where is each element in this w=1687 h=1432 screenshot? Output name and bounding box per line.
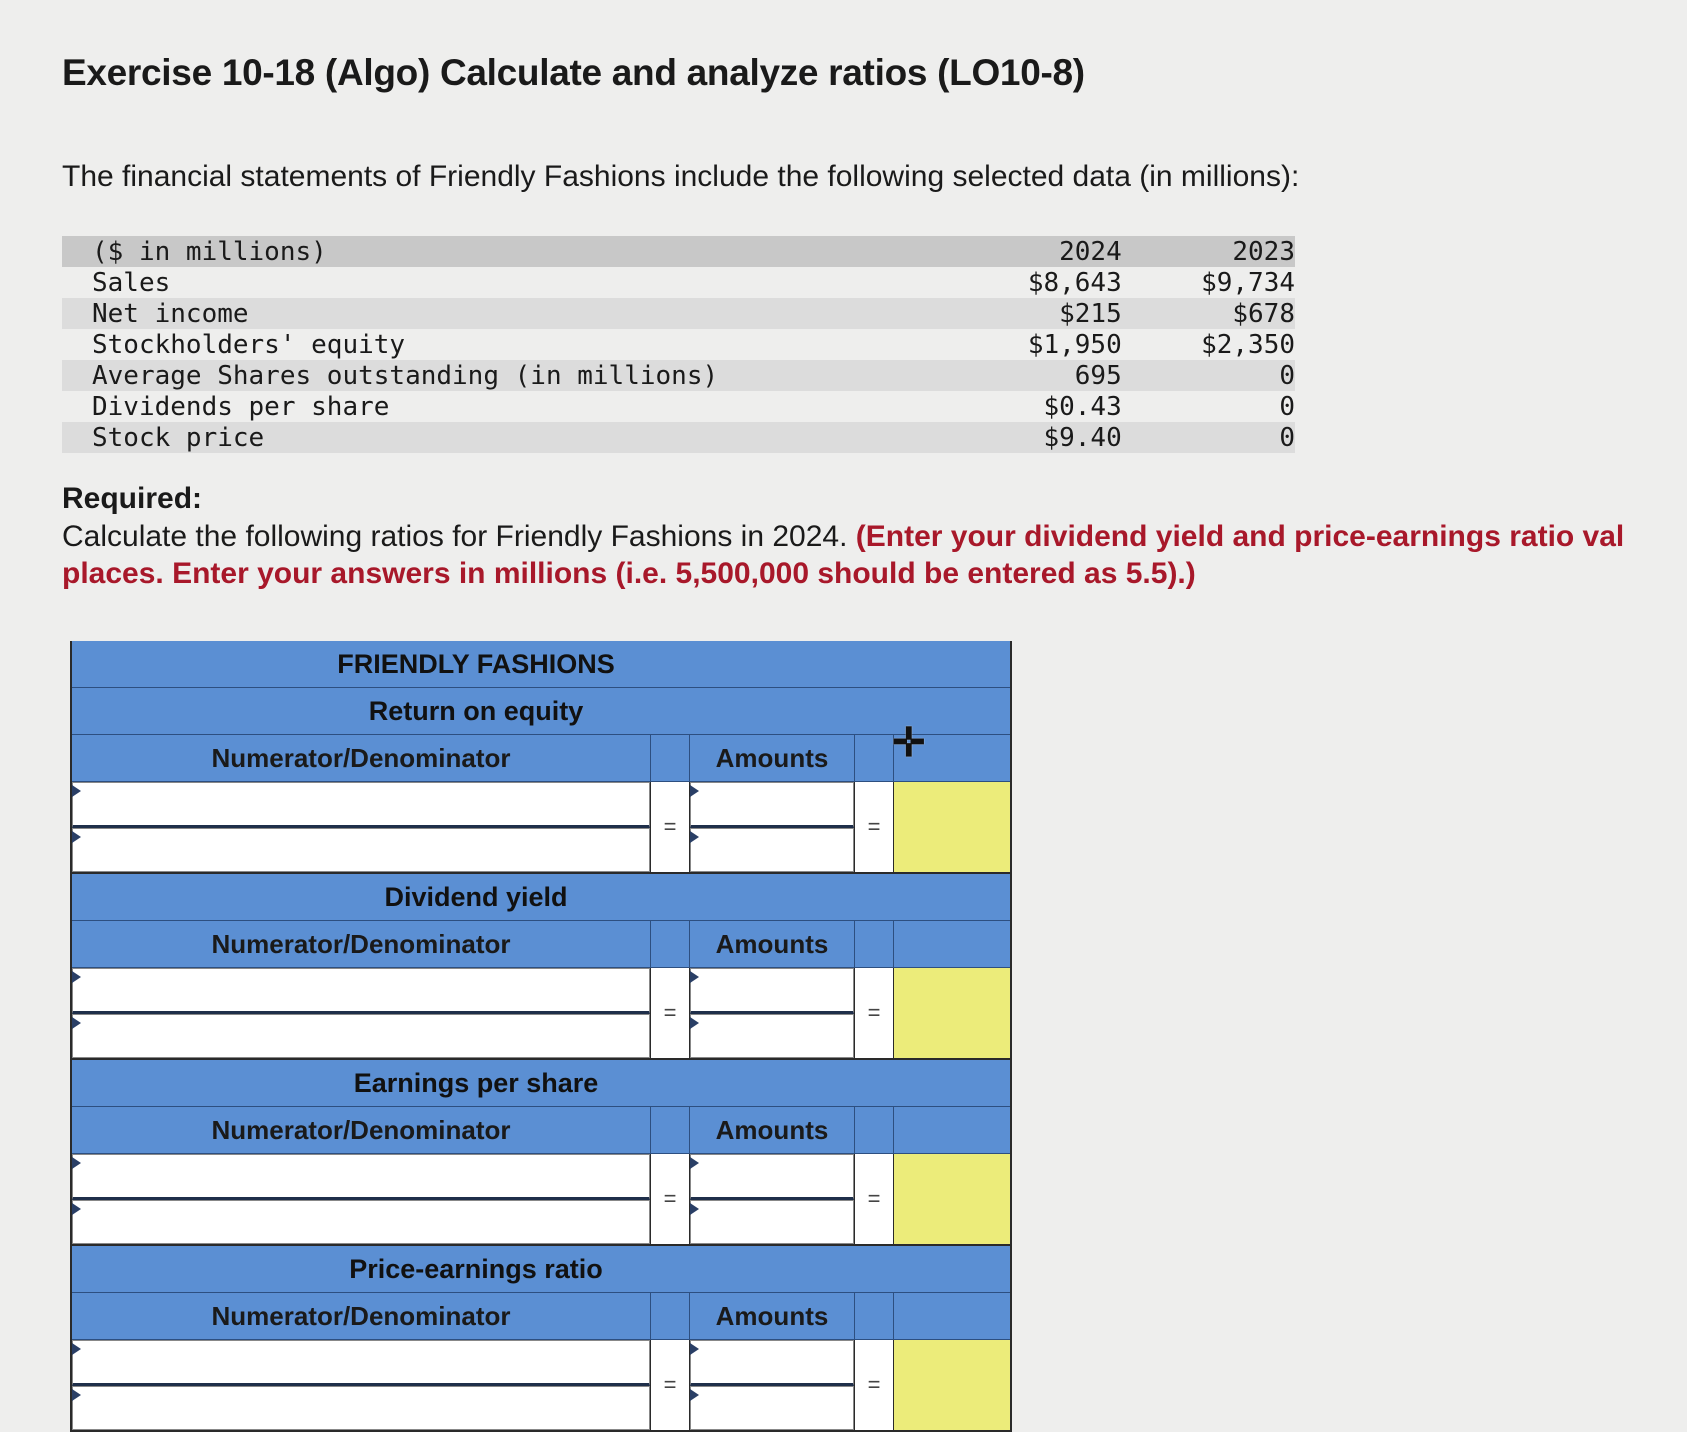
num-den-stack [72,968,651,1058]
numerator-amount-input[interactable] [690,968,854,1014]
col-amounts: Amounts [690,1107,855,1153]
denominator-amount-input[interactable] [690,1014,854,1058]
numerator-amount-input[interactable] [690,1154,854,1200]
row-value-2024: $1,950 [1027,329,1122,360]
input-row-earnings-per-share [72,1154,1010,1246]
col-amounts: Amounts [690,1293,855,1339]
col-spacer [651,735,690,781]
return-on-equity-result-input[interactable] [894,782,1010,872]
header-label: ($ in millions) [92,236,327,267]
price-earnings-ratio-result-input[interactable] [894,1340,1010,1430]
col-amounts: Amounts [690,735,855,781]
header-year-2024: 2024 [1059,236,1122,267]
row-label: Dividends per share [92,391,390,422]
col-result [894,1293,1010,1339]
section-title: Return on equity [368,695,584,726]
row-value-2023: $2,350 [1201,329,1295,360]
row-value-2023: $678 [1232,298,1295,329]
financial-data-table [62,236,1295,453]
col-spacer [855,921,894,967]
row-label: Net income [92,298,249,329]
instructions-emphasis-1: (Enter your dividend yield and price-earnings ratio val [855,520,1625,553]
earnings-per-share-result-input[interactable] [894,1154,1010,1244]
num-den-stack [72,1340,651,1430]
table-row [62,298,1295,329]
section-title-earnings-per-share [72,1060,1010,1107]
cursor-crosshair-icon: ✛ [892,721,926,765]
equals-sign: = [651,782,690,872]
section-title: Price-earnings ratio [349,1253,603,1284]
row-value-2024: $215 [1059,298,1122,329]
company-banner [72,641,1010,688]
col-num-den: Numerator/Denominator [72,1107,651,1153]
row-label: Average Shares outstanding (in millions) [92,360,719,391]
denominator-amount-input[interactable] [690,1386,854,1430]
col-spacer [855,735,894,781]
numerator-dropdown[interactable] [72,1154,650,1200]
numerator-dropdown[interactable] [72,782,650,828]
input-row-dividend-yield [72,968,1010,1060]
equals-sign: = [855,782,894,872]
row-value-2023: 0 [1279,391,1295,422]
section-title: Earnings per share [353,1067,599,1098]
numerator-amount-input[interactable] [690,1340,854,1386]
required-instructions [62,518,1687,592]
row-value-2024: $8,643 [1027,267,1122,298]
denominator-dropdown[interactable] [72,1386,650,1430]
amount-stack [690,968,855,1058]
column-header-row [72,1293,1010,1340]
ratio-worksheet [70,641,1012,1432]
numerator-dropdown[interactable] [72,1340,650,1386]
col-amounts: Amounts [690,921,855,967]
column-header-row [72,921,1010,968]
instructions-emphasis-2: places. Enter your answers in millions (i.e. 5,500,000 should be entered as 5.5).) [62,557,1196,590]
input-row-price-earnings-ratio [72,1340,1010,1432]
equals-sign: = [651,1340,690,1430]
row-value-2024: $0.43 [1043,391,1122,422]
denominator-dropdown[interactable] [72,828,650,872]
amount-stack [690,782,855,872]
num-den-stack [72,782,651,872]
col-num-den: Numerator/Denominator [72,921,651,967]
amount-stack [690,1340,855,1430]
row-value-2024: $9.40 [1043,422,1122,453]
section-title-return-on-equity [72,688,1010,735]
row-label: Sales [92,267,171,298]
row-value-2023: 0 [1279,360,1295,391]
section-title: Dividend yield [384,881,568,912]
table-row [62,391,1295,422]
required-heading: Required: [62,482,203,515]
equals-sign: = [651,968,690,1058]
col-spacer [651,921,690,967]
column-header-row [72,1107,1010,1154]
table-row [62,267,1295,298]
col-spacer [855,1293,894,1339]
intro-text: The financial statements of Friendly Fashions include the following selected data (in millions): [62,160,1300,193]
equals-sign: = [855,1154,894,1244]
col-num-den: Numerator/Denominator [72,735,651,781]
table-row [62,360,1295,391]
row-value-2024: 695 [1074,360,1122,391]
header-year-2023: 2023 [1232,236,1295,267]
col-num-den: Numerator/Denominator [72,1293,651,1339]
column-header-row [72,735,1010,782]
company-name: FRIENDLY FASHIONS [337,648,615,679]
denominator-dropdown[interactable] [72,1200,650,1244]
section-title-price-earnings-ratio [72,1246,1010,1293]
equals-sign: = [651,1154,690,1244]
denominator-amount-input[interactable] [690,828,854,872]
row-label: Stockholders' equity [92,329,406,360]
numerator-amount-input[interactable] [690,782,854,828]
section-title-dividend-yield [72,874,1010,921]
denominator-dropdown[interactable] [72,1014,650,1058]
row-value-2023: $9,734 [1201,267,1295,298]
col-spacer [651,1107,690,1153]
col-spacer [855,1107,894,1153]
table-header-row [62,236,1295,267]
col-result [894,921,1010,967]
col-spacer [651,1293,690,1339]
equals-sign: = [855,1340,894,1430]
amount-stack [690,1154,855,1244]
row-value-2023: 0 [1279,422,1295,453]
equals-sign: = [855,968,894,1058]
col-result [894,1107,1010,1153]
dividend-yield-result-input[interactable] [894,968,1010,1058]
numerator-dropdown[interactable] [72,968,650,1014]
table-row [62,422,1295,453]
input-row-return-on-equity [72,782,1010,874]
num-den-stack [72,1154,651,1244]
table-row [62,329,1295,360]
denominator-amount-input[interactable] [690,1200,854,1244]
page-title: Exercise 10-18 (Algo) Calculate and analyze ratios (LO10-8) [62,52,1085,93]
instructions-plain: Calculate the following ratios for Friendly Fashions in 2024. [62,520,856,553]
row-label: Stock price [92,422,265,453]
